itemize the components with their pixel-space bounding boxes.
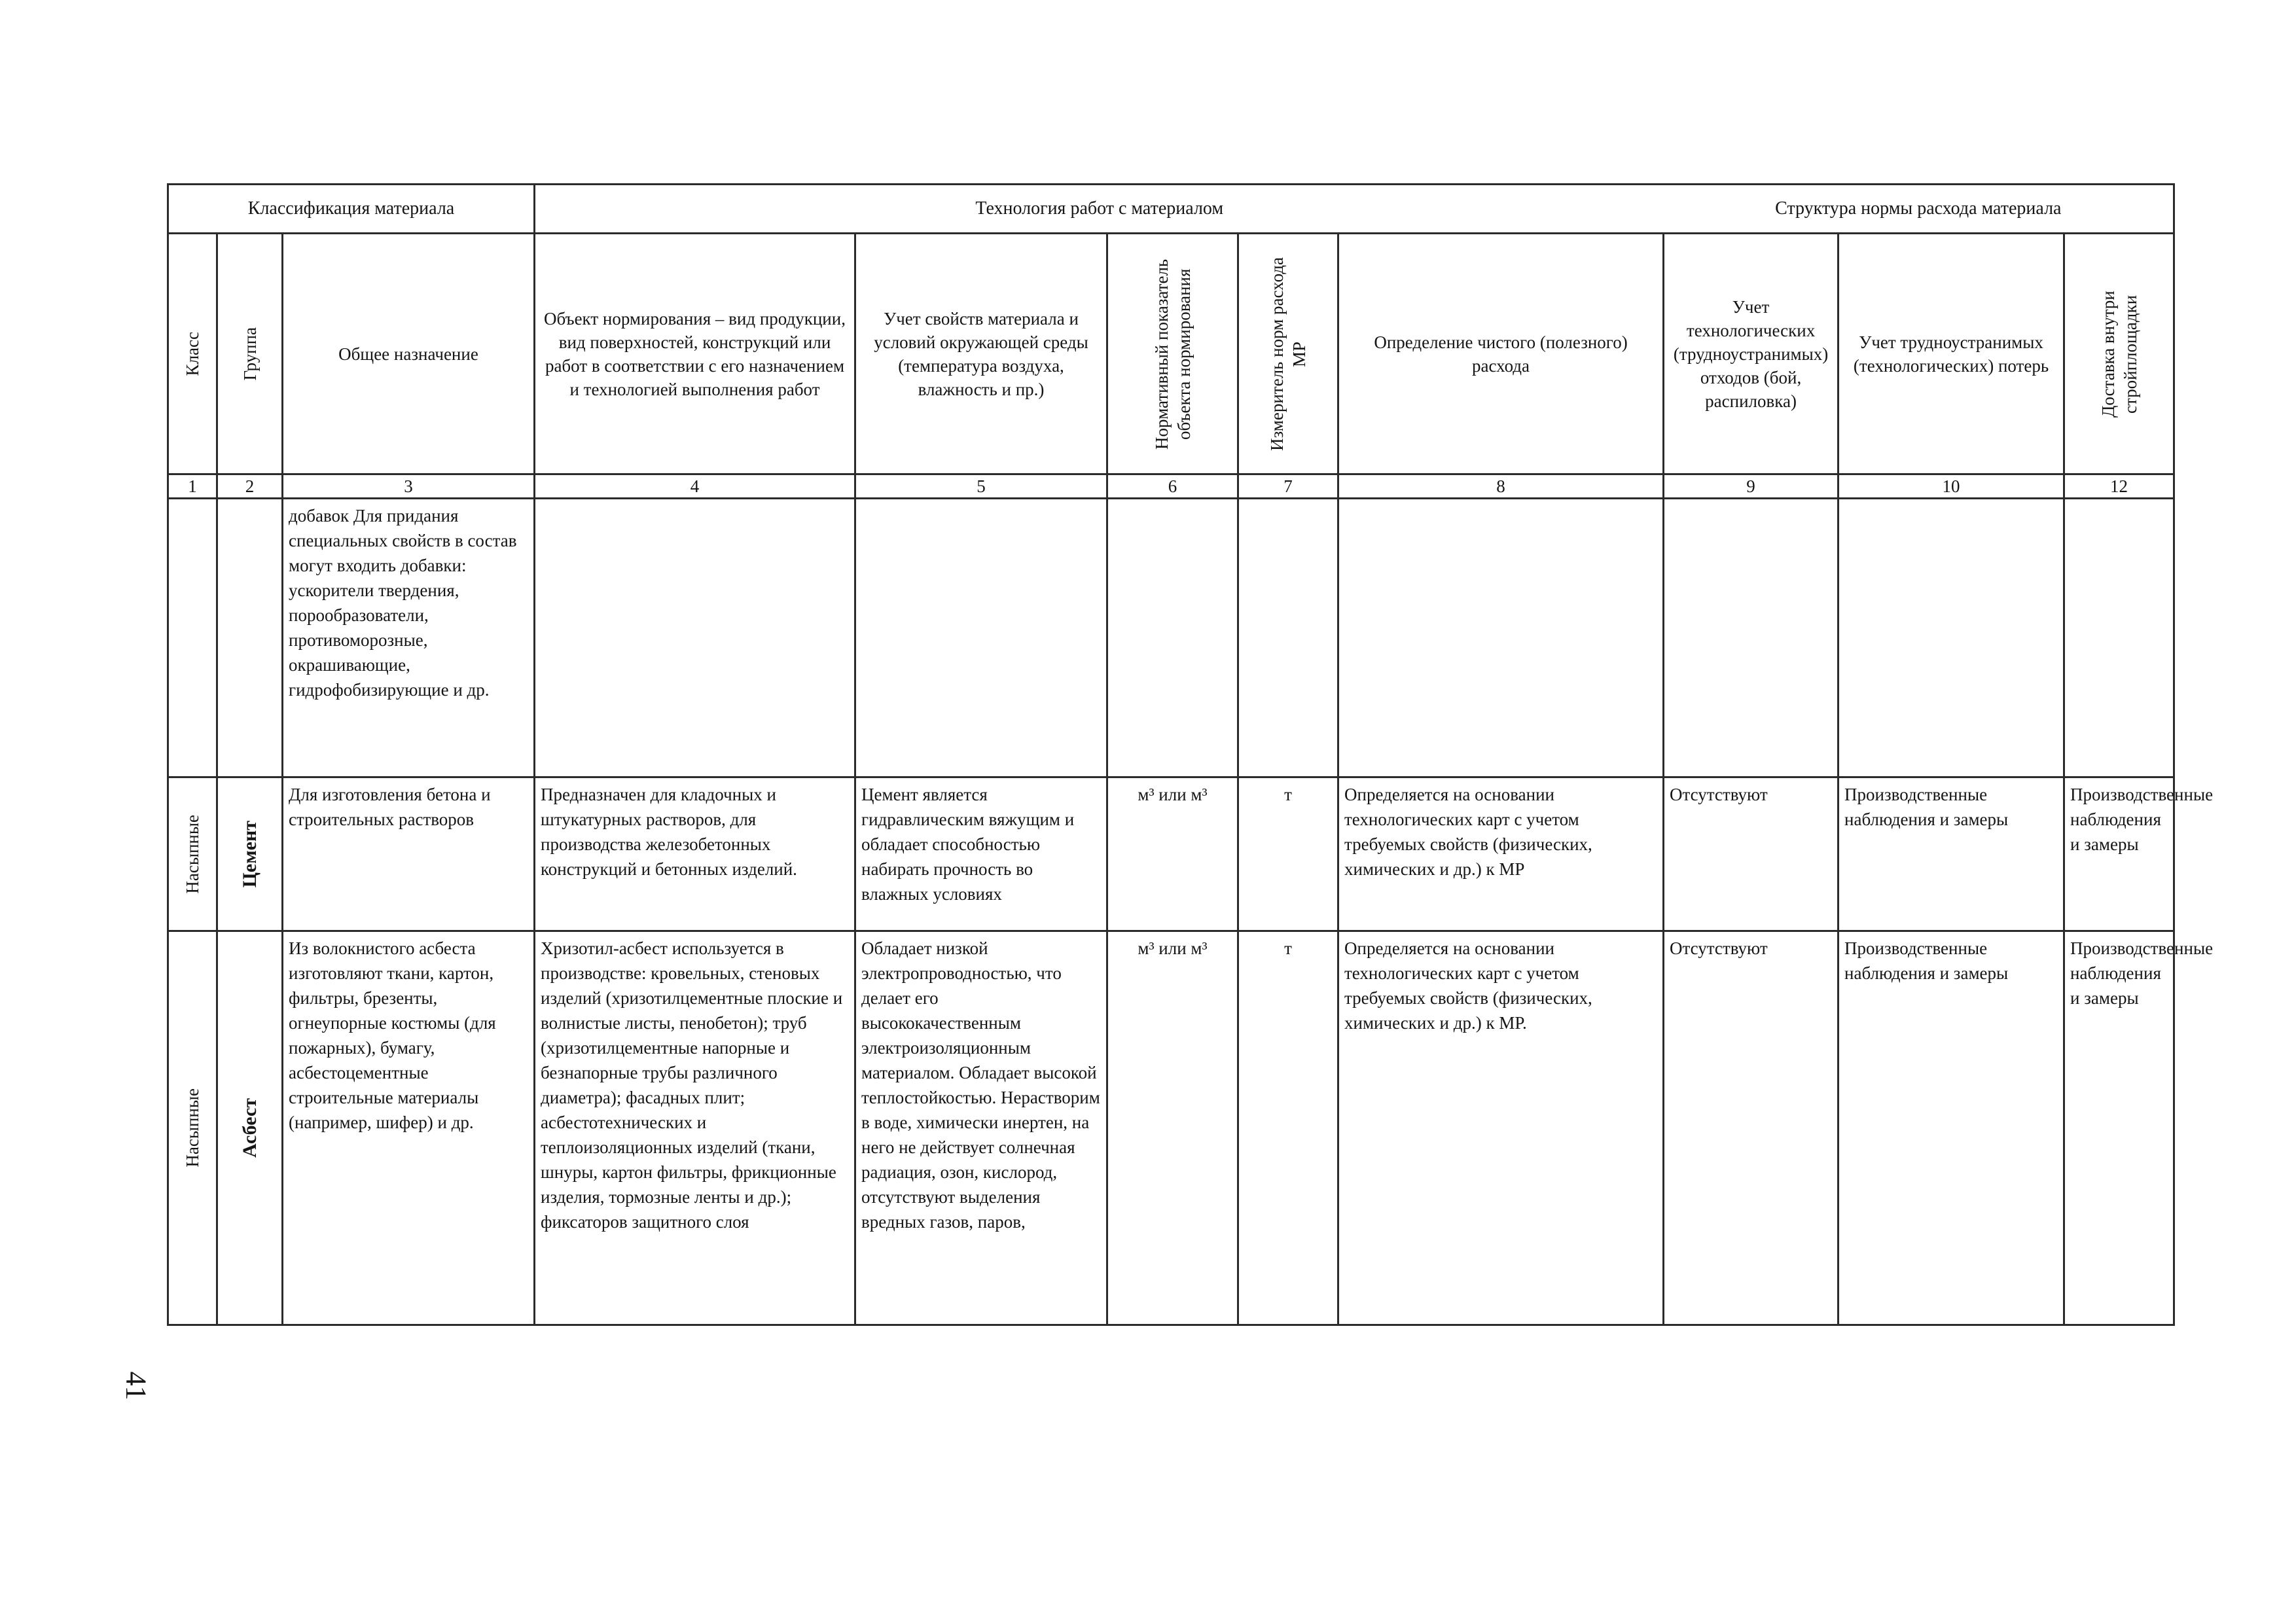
col-header-hard-losses: Учет трудноустранимых (технологических) потерь [1839,234,2064,474]
col-number: 6 [1107,474,1238,499]
cell-object: Хризотил-асбест используется в производстве: кровельных, стеновых изделий (хризотилцементные плоские и волнистые листы, пенобетон); труб (хризотилцементные напорные и безнапорные трубы различного диаметра); фасадных плит; асбестотехнических и теплоизоляционных изделий (ткани, шнуры, картон фильтры, фрикционные изделия, тормозные ленты и др.); фиксаторов защитного слоя [535,931,855,1325]
header-technology: Технология работ с материалом [535,185,1664,234]
cell-object [535,499,855,777]
col-header-indicator-cell [1107,234,1238,474]
cell-properties [855,499,1107,777]
col-header-object: Объект нормирования – вид продукции, вид поверхностей, конструкций или работ в соответствии с его назначением и технологией выполнения работ [535,234,855,474]
cell-properties: Цемент является гидравлическим вяжущим и обладает способностью набирать прочность во влажных условиях [855,777,1107,931]
cell-delivery: Производственные наблюдения и замеры [2064,777,2174,931]
materials-table [167,183,2214,1326]
cell-class: Насыпные [183,814,202,894]
col-header-delivery-cell [2064,234,2174,474]
col-header-properties: Учет свойств материала и условий окружающей среды (температура воздуха, влажность и пр.) [855,234,1107,474]
cell-delivery [2064,499,2174,777]
cell-purpose: Из волокнистого асбеста изготовляют ткани, картон, фильтры, брезенты, огнеупорные костюмы (для пожарных), бумагу, асбестоцементные строительные материалы (например, шифер) и др. [283,931,535,1325]
col-header-tech-waste: Учет технологических (трудноустранимых) отходов (бой, распиловка) [1664,234,1839,474]
cell-group: Асбест [238,1098,260,1158]
cell-indicator: м³ или м³ [1107,931,1238,1325]
cell-delivery: Производственные наблюдения и замеры [2064,931,2174,1325]
cell-purpose: добавок Для придания специальных свойств в состав могут входить добавки: ускорители твердения, порообразователи, противоморозные, окрашивающие, гидрофобизирующие и др. [283,499,535,777]
table-row [168,499,2174,777]
cell-properties: Обладает низкой электропроводностью, что делает его высококачественным электроизоляционным материалом. Обладает высокой теплостойкостью. Нерастворим в воде, химически инертен, на него не действует солнечная радиация, озон, кислород, отсутствуют выделения вредных газов, паров, [855,931,1107,1325]
cell-class [168,499,217,777]
cell-meter [1238,499,1338,777]
col-header-net-use: Определение чистого (полезного) расхода [1338,234,1664,474]
cell-tech-waste: Отсутствуют [1664,931,1839,1325]
header-structure: Структура нормы расхода материала [1664,185,2174,234]
col-header-class-cell [168,234,217,474]
cell-group [217,499,283,777]
col-header-group: Группа [240,327,260,381]
col-number: 9 [1664,474,1839,499]
cell-net-use [1338,499,1664,777]
cell-class: Насыпные [183,1088,202,1168]
table-row [168,777,2174,931]
col-header-group-cell [217,234,283,474]
cell-net-use: Определяется на основании технологических карт с учетом требуемых свойств (физических, химических и др.) к МР. [1338,931,1664,1325]
cell-meter: т [1238,777,1338,931]
cell-purpose: Для изготовления бетона и строительных растворов [283,777,535,931]
cell-indicator: м³ или м³ [1107,777,1238,931]
cell-class-cell [168,931,217,1325]
col-header-delivery: Доставка внутри стройплощадки [2098,290,2140,418]
cell-meter: т [1238,931,1338,1325]
cell-group-cell [217,777,283,931]
page-number: 41 [120,1371,152,1400]
col-number: 7 [1238,474,1338,499]
table-row [168,931,2174,1325]
col-number: 5 [855,474,1107,499]
col-number: 12 [2064,474,2174,499]
cell-group: Цемент [238,820,260,888]
col-header-indicator: Нормативный показатель объекта нормирования [1151,258,1194,450]
col-number: 3 [283,474,535,499]
cell-tech-waste: Отсутствуют [1664,777,1839,931]
col-number: 8 [1338,474,1664,499]
col-number: 2 [217,474,283,499]
header-classification: Классификация материала [168,185,535,234]
group-header-row [168,185,2174,234]
cell-object: Предназначен для кладочных и штукатурных растворов, для производства железобетонных конструкций и бетонных изделий. [535,777,855,931]
cell-hard-losses [1839,499,2064,777]
col-header-purpose: Общее назначение [283,234,535,474]
col-header-class: Класс [183,331,202,376]
column-header-row [168,234,2174,474]
cell-tech-waste [1664,499,1839,777]
col-number: 4 [535,474,855,499]
col-number: 10 [1839,474,2064,499]
cell-net-use: Определяется на основании технологических карт с учетом требуемых свойств (физических, химических и др.) к МР [1338,777,1664,931]
col-header-meter: Измеритель норм расхода МР [1267,257,1309,451]
column-number-row [168,474,2174,499]
cell-indicator [1107,499,1238,777]
cell-group-cell [217,931,283,1325]
cell-hard-losses: Производственные наблюдения и замеры [1839,777,2064,931]
col-number: 1 [168,474,217,499]
col-header-meter-cell [1238,234,1338,474]
cell-hard-losses: Производственные наблюдения и замеры [1839,931,2064,1325]
cell-class-cell [168,777,217,931]
